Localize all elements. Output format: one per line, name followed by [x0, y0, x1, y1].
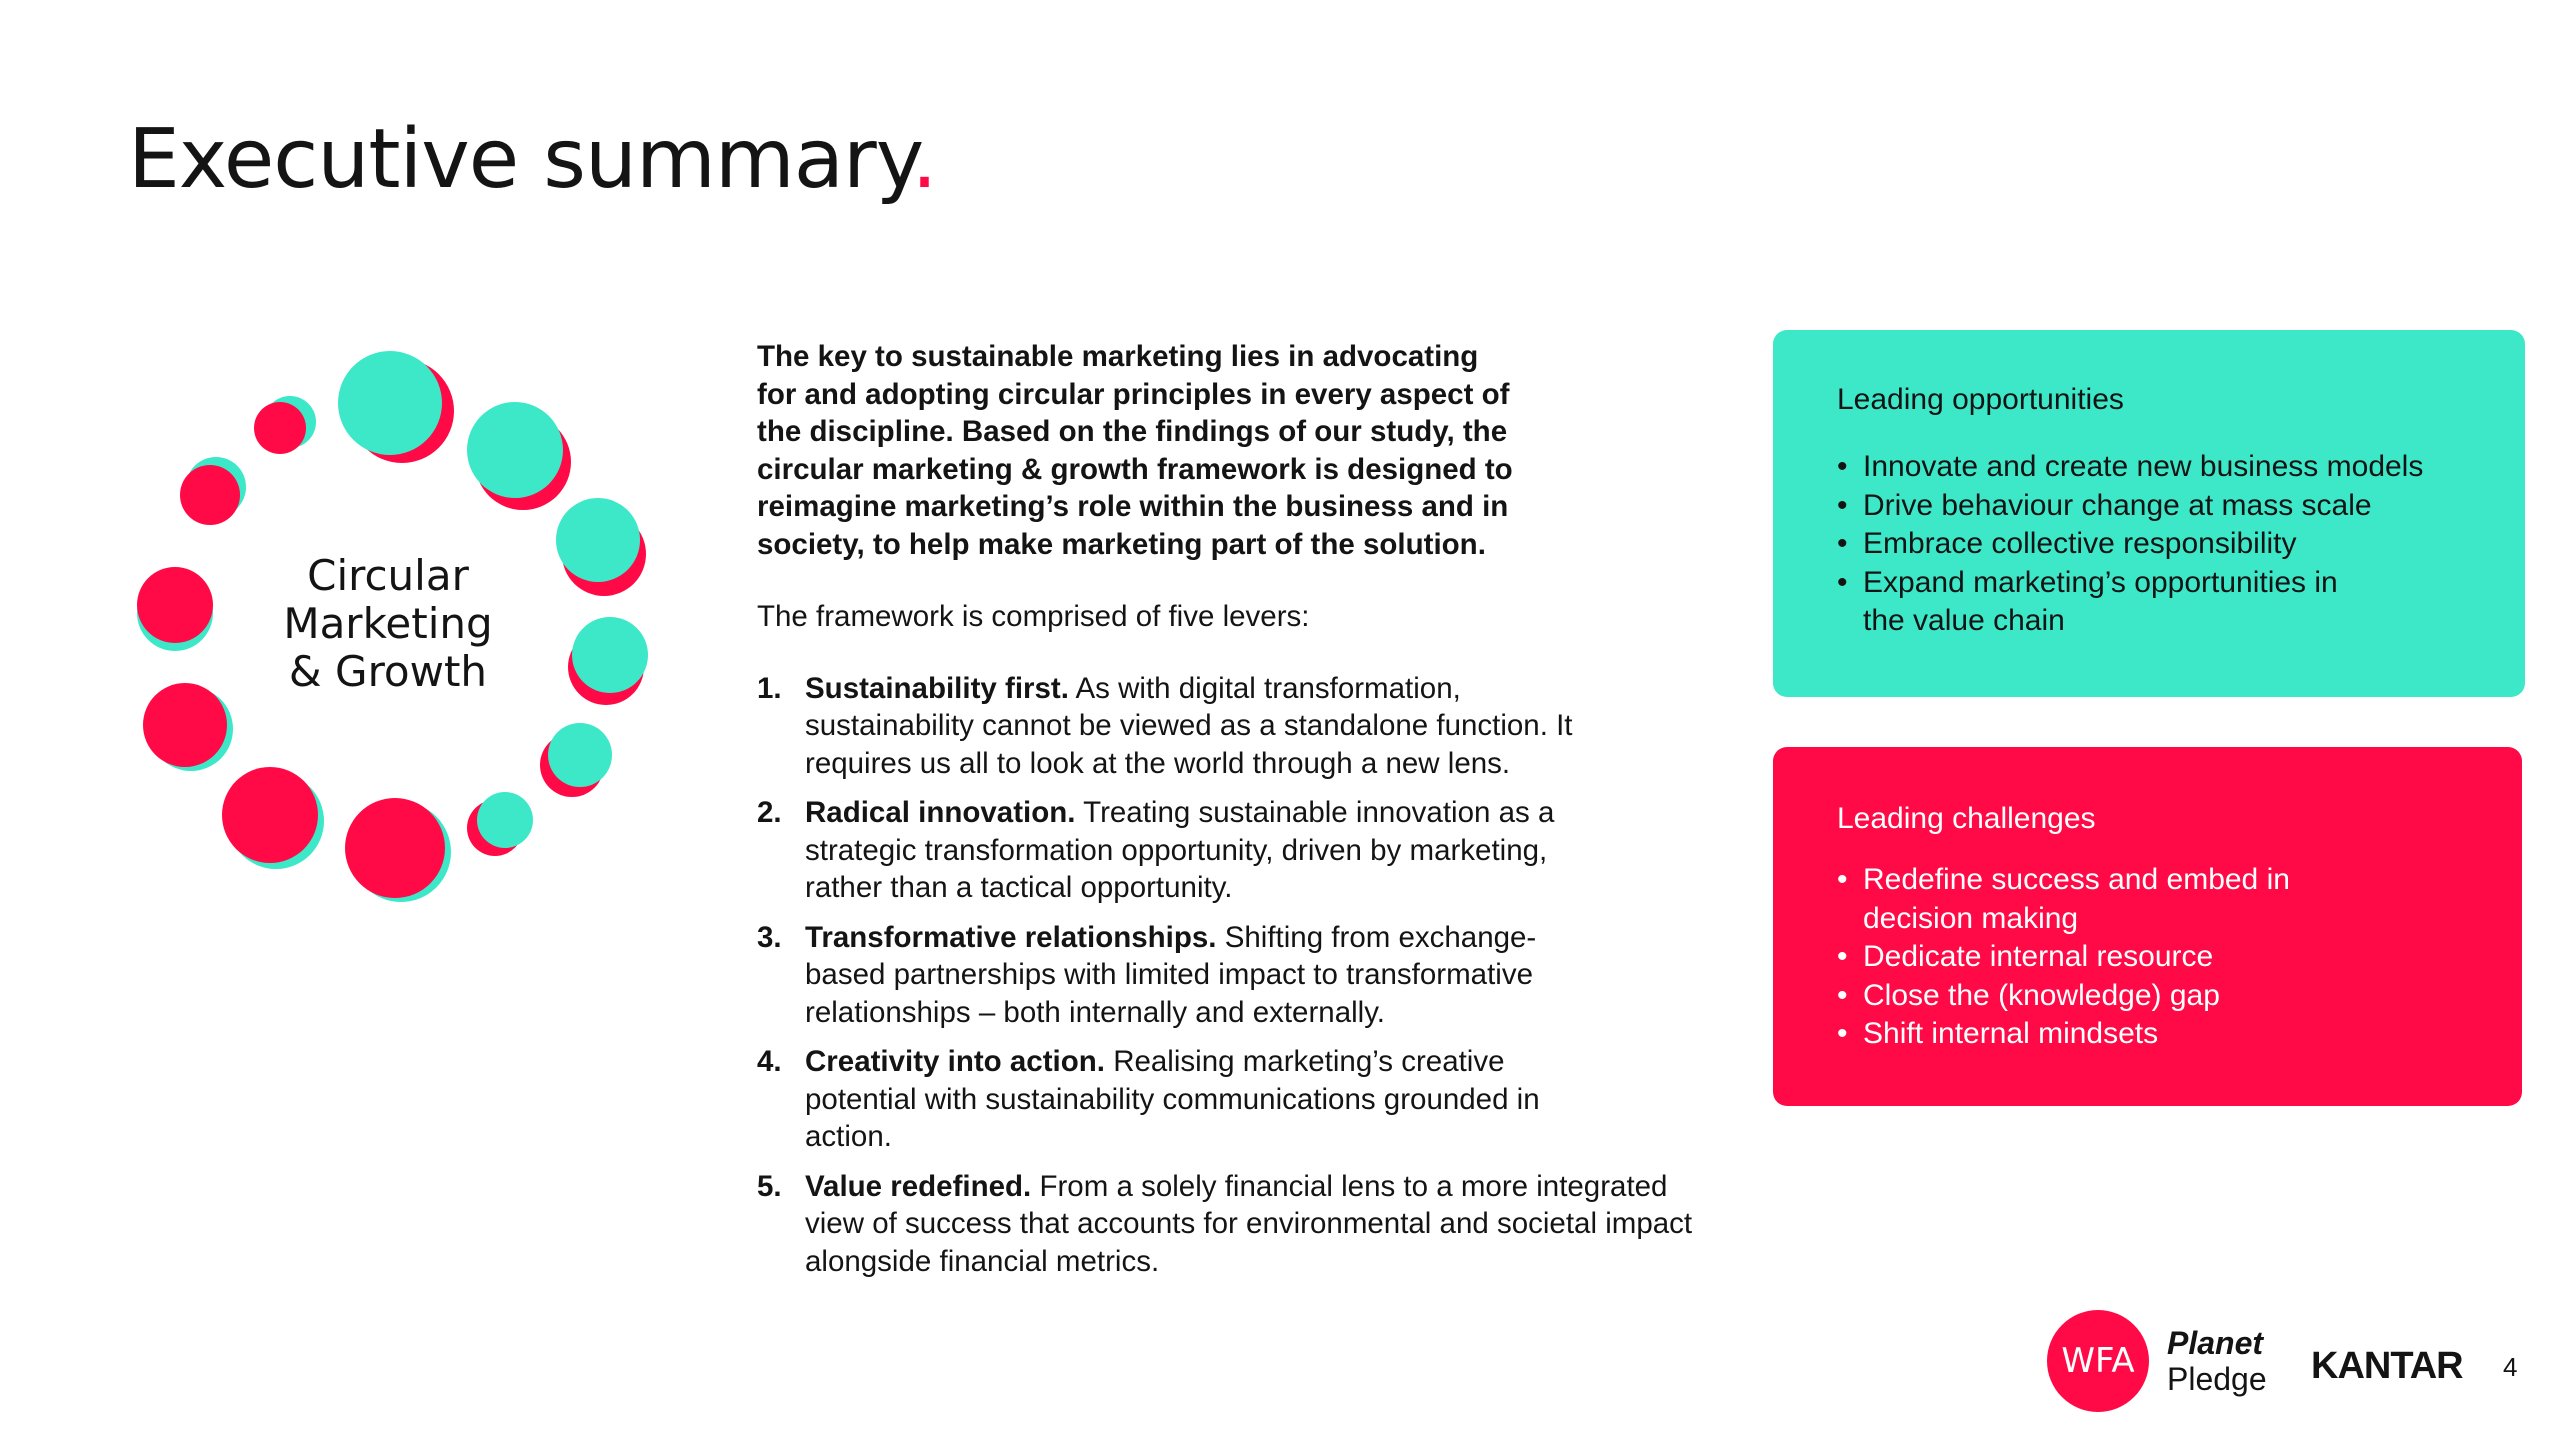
planet-pledge-line: Planet: [2167, 1325, 2264, 1361]
challenge-item: • Shift internal mindsets: [1837, 1015, 2462, 1054]
wfa-logo: WFA: [2047, 1310, 2149, 1412]
ring-dot: [180, 465, 240, 525]
bullet-icon: •: [1837, 488, 1848, 522]
lever-number: 4.: [757, 1045, 782, 1078]
page-number: 4: [2503, 1352, 2518, 1382]
framework-label-line: Marketing: [283, 599, 493, 648]
lever-name: Transformative relationships.: [805, 920, 1217, 954]
lever-number: 3.: [757, 920, 782, 954]
challenge-item: • Redefine success and embed in decision making: [1837, 863, 2290, 935]
ring-dot: [345, 798, 445, 898]
framework-label: [268, 552, 508, 696]
opportunities-title: Leading opportunities: [1837, 383, 2124, 416]
planet-pledge-logo: [2167, 1325, 2267, 1397]
bullet-icon: •: [1837, 450, 1848, 483]
bullet-icon: •: [1837, 565, 1848, 599]
opportunities-list: [1837, 448, 2465, 641]
opportunity-item: • Innovate and create new business models: [1837, 448, 2465, 487]
levers-intro: The framework is comprised of five levers:: [757, 600, 1310, 633]
bullet-icon: •: [1837, 527, 1848, 560]
lever-number: 5.: [757, 1169, 782, 1203]
lever-item: [757, 794, 1575, 907]
challenge-item: • Dedicate internal resource: [1837, 938, 2462, 977]
lever-number: 2.: [757, 796, 782, 829]
bullet-icon: •: [1837, 1017, 1848, 1050]
challenges-list: [1837, 861, 2462, 1054]
ring-dot: [222, 767, 318, 863]
lever-name: Value redefined.: [805, 1169, 1032, 1203]
planet-pledge-line: Pledge: [2167, 1361, 2267, 1397]
ring-dot: [572, 617, 648, 693]
lever-text: Shifting from exchange-based partnerships with limited impact to transformative relationships – both internally and externally.: [805, 920, 1537, 1029]
lever-text: From a solely financial lens to a more integrated view of success that accounts for environmental and societal impact alongside financial metrics.: [805, 1169, 1693, 1278]
lever-name: Radical innovation.: [805, 796, 1076, 829]
lever-name: Sustainability first.: [805, 671, 1069, 705]
opportunity-item: • Expand marketing’s opportunities in the value chain: [1837, 565, 2338, 637]
bullet-icon: •: [1837, 940, 1848, 973]
framework-label-line: & Growth: [288, 647, 488, 696]
ring-dot: [477, 792, 533, 848]
lever-text: Realising marketing’s creative potential with sustainability communications grounded in action.: [805, 1045, 1540, 1153]
lever-item: [757, 1043, 1605, 1156]
lever-item: [757, 1168, 1695, 1281]
ring-dot: [338, 351, 442, 455]
title-dot: .: [911, 112, 937, 207]
framework-label-line: Circular: [307, 551, 469, 600]
lever-name: Creativity into action.: [805, 1045, 1105, 1078]
opportunity-item: • Embrace collective responsibility: [1837, 525, 2465, 564]
ring-dot: [137, 567, 213, 643]
kantar-logo: KANTAR: [2311, 1345, 2463, 1387]
partner-logos: [1975, 1265, 2535, 1415]
challenge-item: • Close the (knowledge) gap: [1837, 977, 2462, 1016]
levers-list: [757, 670, 1693, 1281]
ring-dot: [254, 402, 306, 454]
challenges-title: Leading challenges: [1837, 802, 2096, 835]
intro-paragraph: The key to sustainable marketing lies in advocating for and adopting circular principles in every aspect of the discipline. Based on the findings of our study, the circular marketing & growth framework is designed to reimagine marketing’s role within the business and in society, to help make marketing part of the solution.: [757, 340, 1513, 561]
ring-dot: [143, 683, 227, 767]
page-title-text: Executive summary: [128, 112, 912, 207]
bullet-icon: •: [1837, 978, 1848, 1012]
page-title: [128, 112, 937, 207]
ring-dot: [556, 498, 640, 582]
challenges-card: [1773, 747, 2522, 1106]
lever-text: Treating sustainable innovation as a strategic transformation opportunity, driven by marketing, rather than a tactical opportunity.: [805, 796, 1555, 904]
lever-item: [757, 670, 1615, 783]
lever-number: 1.: [757, 671, 782, 705]
opportunity-item: • Drive behaviour change at mass scale: [1837, 487, 2465, 526]
lever-text: As with digital transformation, sustainability cannot be viewed as a standalone function. It requires us all to look at the world through a new lens.: [805, 671, 1573, 780]
summary-body: [757, 338, 1693, 1292]
opportunities-card: [1773, 330, 2525, 697]
ring-dot: [467, 402, 563, 498]
lever-item: [757, 919, 1553, 1032]
ring-dot: [548, 723, 612, 787]
bullet-icon: •: [1837, 863, 1848, 896]
